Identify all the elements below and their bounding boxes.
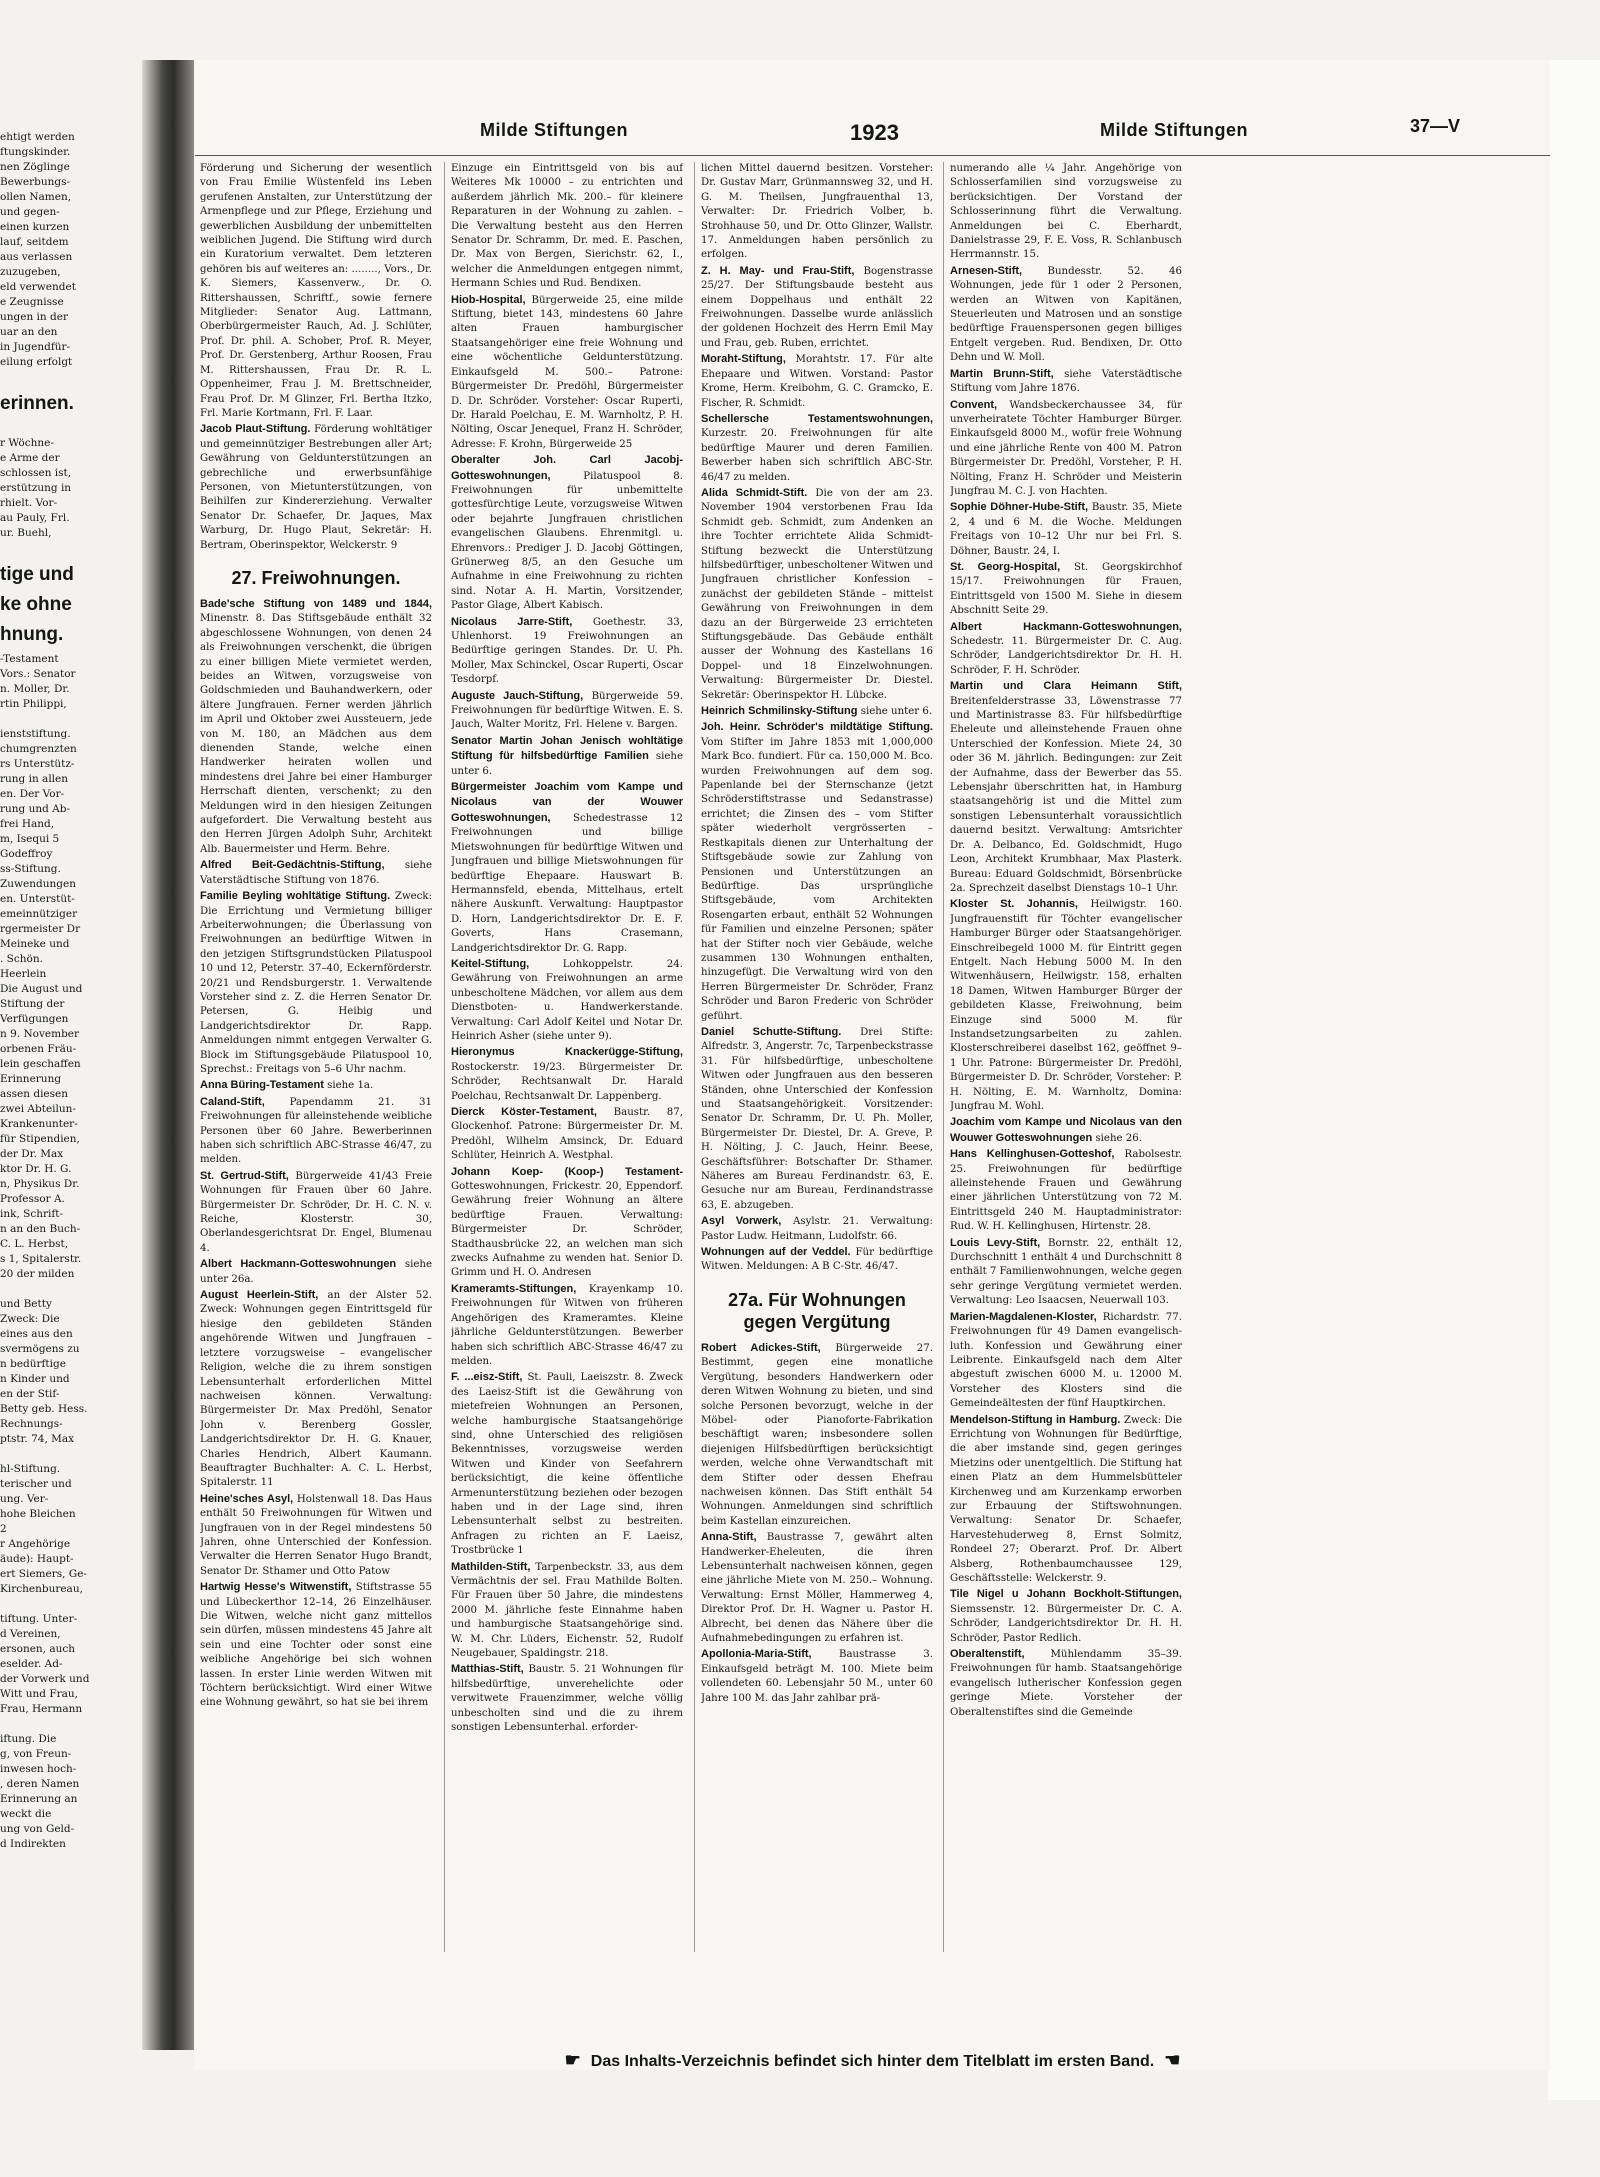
entry-name: Oberaltenstift, [950,1648,1025,1661]
entry-name: Apollonia-Maria-Stift, [701,1648,812,1661]
running-header [195,116,1550,145]
fragment-line: ersonen, auch [0,1643,76,1655]
fragment-line: emeinnütziger [0,908,78,920]
fragment-line: Betty geb. Hess. [0,1403,88,1415]
fragment-line: inwesen hoch- [0,1763,77,1775]
fragment-line: eselder. Ad- [0,1658,63,1670]
entry-name: Z. H. May- und Frau-Stift, [701,264,855,277]
entry-name: Joh. Heinr. Schröder's mildtätige Stiftung. [701,721,933,734]
foundation-entry [950,367,1182,397]
page-number: 37—V [1410,116,1461,136]
fragment-line: en. Unterstüt- [0,893,75,905]
foundation-entry [451,1370,683,1558]
foundation-entry [701,352,933,411]
fragment-line: nen Zöglinge [0,161,70,173]
entry-text: Bürgerweide 27. Bestimmt, gegen eine monatliche Vergütung, besonders Handwerkern oder deren Witwen Wohnung zu bieten, und sind solche Personen bevorzugt, welche in der Möbel- oder Pianoforte-Fabrikation beschäftigt waren; insbesondere sollen diejenigen Hilfsbedürftigen berücksichtigt werden, welche ohne Verwandtschaft mit dem Stifter oder dessen Ehefrau nachweisen können. Das Stift enthält 54 Wohnungen. Anmeldungen sind schriftlich beim Kastellan einzureichen. [701,1342,933,1527]
header-year: 1923 [850,120,899,145]
foundation-entry [451,1560,683,1662]
fragment-line [0,370,130,385]
fragment-line: rtin Philippi, [0,698,67,710]
fragment-line: in Jugendfür- [0,341,71,353]
foundation-entry [200,1078,432,1093]
header-right-title: Milde Stiftungen [1100,120,1248,140]
text-column-4 [950,162,1182,1962]
fragment-line: einen kurzen [0,221,70,233]
entry-name: Familie Beyling wohltätige Stiftung. [200,890,391,903]
fragment-line: , deren Namen [0,1778,80,1790]
foundation-entry [701,412,933,485]
fragment-line: ink, Schrift- [0,1208,64,1220]
fragment-line: au Pauly, Frl. [0,512,70,524]
fragment-line [0,1717,130,1732]
entry-name: Jacob Plaut-Stiftung. [200,423,311,436]
header-rule [195,155,1550,156]
entry-name: Bade'sche Stiftung von 1489 und 1844, [200,597,432,610]
column-divider [943,162,944,1952]
foundation-entry [451,1662,683,1735]
fragment-line [0,1447,130,1462]
fragment-line: schlossen ist, [0,467,72,479]
entry-text: siehe unter 6. [451,751,683,777]
entry-text: Rostockerstr. 19/23. Bürgermeister Dr. Schröder, Rechtsanwalt Dr. Harald Poelchau, Rechtsanwalt Dr. Lappenberg. [451,1061,683,1102]
entry-name: Joachim vom Kampe und Nicolaus van den Wouwer Gotteswohnungen [950,1116,1182,1144]
foundation-entry [950,620,1182,679]
fragment-line: d Indirekten [0,1838,66,1850]
fragment-line: n 9. November [0,1028,80,1040]
fragment-line: Meineke und [0,938,70,950]
fragment-line: n bedürftige [0,1358,66,1370]
foundation-entry [451,780,683,956]
fragment-line: erinnen. [0,393,74,414]
fragment-line [0,421,130,436]
entry-name: Hieronymus Knackerügge-Stiftung, [451,1046,683,1059]
entry-text: Wandsbeckerchaussee 34, für unverheiratete Töchter Hamburger Bürger. Einkaufsgeld 8000 M., wofür freie Wohnung und eine jährliche Rente von 400 M. Patron Bürgermeister Dr. Predöhl, Vorsteher, P. H. Nölting, Franz H. Schröder und Meisterin Jungfrau M. C. J. von Hachten. [950,399,1182,497]
entry-text: Mühlendamm 35–39. Freiwohnungen für hamb. Staatsangehörige evangelisch lutherischer Konfession gegen geringe Miete. Vorsteher der Oberaltenstiftes sind die Gemeinde [950,1649,1182,1718]
entry-text: Siemssenstr. 12. Bürgermeister Dr. C. A. Schröder, Landgerichtsdirektor Dr. H. H. Schröder, Pastor Redlich. [950,1603,1182,1644]
fragment-line: en. Der Vor- [0,788,65,800]
foundation-entry [950,1413,1182,1587]
foundation-entry [701,720,933,1024]
entry-name: Heinrich Schmilinsky-Stiftung [701,705,858,718]
entry-text: Zweck: Die Errichtung und Vermietung billiger Arbeiterwohnungen; die Überlassung von Freiwohnungen an bedürftige Witwen in den jetzigen Stiftsgrundstücken Pilatuspool 10 und 12, Peterstr. 37–40, Eckernförderstr. 20/21 und Rendsburgerstr. 1. Verwaltende Vorsteher sind z. Z. die Herren Senator Dr. Petersen, G. Heibig und Landgerichtsdirektor Dr. Rapp. Anmeldungen nimmt entgegen Verwalter G. Block im Stiftungsgebäude Pilatuspool 10, Sprechst.: Freitags von 5–6 Uhr nachm. [200,891,432,1075]
entry-text: Breitenfelderstrasse 33, Löwenstrasse 77 und Martinistrasse 83. Für hilfsbedürftige Eheleute und alleinstehende Frauen ohne Unterschied der Konfession. Miete 24, 30 oder 36 M. jährlich. Bedingungen: zur Zeit der Aufnahme, dass der Bewerber das 55. Lebensjahr überschritten hat, in Hamburg staatsangehörig ist und die Mittel zum sonstigen Lebensunterhalt voraussichtlich dauernd besitzt. Verwaltung: Amtsrichter Dr. A. Delbanco, Ed. Goldschmidt, Hugo Leon, Architekt Krumbhaar, Max Plasterk. Bureau: Eduard Goldschmidt, Börsenbrücke 2a. Sprechzeit daselbst Dienstags 10–1 Uhr. [950,695,1182,894]
fragment-line: ktor Dr. H. G. [0,1163,72,1175]
fragment-line: assen diesen [0,1088,69,1100]
column-divider [694,162,695,1952]
fragment-line: erstützung in [0,482,72,494]
fragment-line: lein geschaffen [0,1058,81,1070]
entry-text: Bürgerweide 41/43 Freie Wohnungen für Frauen über 60 Jahre. Bürgermeister Dr. Schröder, Dr. H. C. N. v. Reiche, Klosterstr. 30, Oberlandesgerichtsrat Dr. Engel, Blumenau 4. [200,1170,432,1254]
entry-text: Die von der am 23. November 1904 verstorbenen Frau Ida Schmidt geb. Schmidt, zum Andenken an ihre Tochter errichtete Alida Schmidt-Stiftung bezweckt die Unterstützung hilfsbedürftiger, unbescholtener Witwen und Jungfrauen christlicher Konfession – zunächst der gebildeten Stände – mittelst Gewährung von Freiwohnungen in dem dazu an der Bürgerweide 23 errichteten Stiftungsgebäude. Das Gebäude enthält ausser der Wohnung des Kastellans 16 Doppel- und 18 Einzelwohnungen. Verwaltung: Bürgermeister Dr. Diestel. Sekretär: Oberinspektor H. Lübcke. [701,487,933,701]
foundation-entry [200,1492,432,1579]
foundation-entry [701,1214,933,1244]
entry-text: siehe 26. [1095,1132,1142,1144]
fragment-line: tiftung. Unter- [0,1613,78,1625]
fragment-line: r Angehörige [0,1538,71,1550]
foundation-entry [701,1341,933,1529]
entry-name: Asyl Vorwerk, [701,1215,782,1228]
fragment-line: C. L. Herbst, [0,1238,69,1250]
entry-text: Baustrasse 3. Einkaufsgeld beträgt M. 100. Miete beim vollendeten 60. Lebensjahr 50 M., unter 60 Jahre 100 M. das Jahr zahlbar prä- [701,1649,933,1704]
fragment-line: Heerlein [0,968,47,980]
foundation-entry [950,1587,1182,1646]
fragment-line: rgermeister Dr [0,923,81,935]
fragment-line: Bewerbungs- [0,176,71,188]
foundation-entry [451,734,683,779]
fragment-line: ung von Geld- [0,1823,75,1835]
foundation-entry [451,1282,683,1369]
fragment-line: svermögens zu [0,1343,80,1355]
fragment-line: eilung erfolgt [0,356,73,368]
fragment-line: g, von Freun- [0,1748,72,1760]
fragment-line: Frau, Hermann [0,1703,83,1715]
foundation-entry [701,1245,933,1275]
section-heading: 27. Freiwohnungen. [231,567,401,588]
entry-name: Bürgermeister Joachim vom Kampe und Nicolaus van der Wouwer Gotteswohnungen, [451,781,683,824]
fragment-line: uar an den [0,326,58,338]
fragment-line: rs Unterstütz- [0,758,75,770]
fragment-line: rhielt. Vor- [0,497,58,509]
fragment-line: und Betty [0,1298,52,1310]
fragment-line: Verfügungen [0,1013,69,1025]
foundation-entry [200,1095,432,1168]
foundation-entry [701,704,933,719]
fragment-line: 2 [0,1523,7,1535]
foundation-entry [701,1530,933,1646]
fragment-line: Rechnungs- [0,1418,63,1430]
fragment-line: ollen Namen, [0,191,72,203]
foundation-entry [451,293,683,452]
page-edge [1548,60,1600,2100]
foundation-entry [451,689,683,733]
entry-text: Bürgerweide 59. Freiwohnungen für bedürftige Witwen. E. S. Jauch, Walter Moritz, Frl. Helene v. Bargen. [451,690,683,731]
entry-name: Alida Schmidt-Stift. [701,486,808,499]
foundation-entry [950,897,1182,1114]
pointing-hand-icon: ☛ [564,2050,581,2070]
entry-name: Heine'sches Asyl, [200,1492,294,1505]
entry-name: Anna Büring-Testament [200,1079,324,1092]
fragment-line: Vors.: Senator [0,668,76,680]
foundation-entry [451,1105,683,1164]
foundation-entry [950,560,1182,619]
foundation-entry [950,1310,1182,1412]
fragment-line: Krankenunter- [0,1118,78,1130]
fragment-line: eines aus den [0,1328,73,1340]
entry-text: Baustrasse 7, gewährt alten Handwerker-Eheleuten, die ihren Lebensunterhalt nachweisen können, gegen eine jährliche Miete von M. 250.– Wohnung. Verwaltung: Ernst Möller, Hammerweg 4, Direktor Prof. Dr. H. Wagner u. Pastor H. Albrecht, bei denen das Nähere über die Aufnahmebedingungen zu erfahren ist. [701,1532,933,1644]
entry-name: Hiob-Hospital, [451,293,526,306]
entry-text: Für bedürftige Witwen. Meldungen: A B C-Str. 46/47. [701,1247,933,1273]
fragment-line [0,541,130,556]
fragment-line: orbenen Fräu- [0,1043,77,1055]
entry-name: Hartwig Hesse's Witwenstift, [200,1581,352,1594]
entry-text: siehe unter 26a. [200,1259,432,1285]
fragment-line: lauf, seitdem [0,236,69,248]
entry-name: Convent, [950,398,998,411]
foundation-entry [451,615,683,688]
entry-text: Richardstr. 77. Freiwohnungen für 49 Damen evangelisch-luth. Konfession und Gewährung einer Leibrente. Einkaufsgeld nach dem Alter abgestuft zwischen 6000 M. u. 12000 M. Vorsteher des Klosters sind die Gemeindeältesten der fünf Hauptkirchen. [950,1311,1182,1410]
entry-name: Sophie Döhner-Hube-Stift, [950,501,1089,514]
entry-name: Johann Koep- (Koop-) Testament- [451,1165,683,1178]
continued-text: Einzuge ein Eintrittsgeld von bis auf Weiteres Mk 10000 – zu entrichten und außerdem jährlich Mk. 200.– für kleinere Reparaturen in der Wohnung zu zahlen. – Die Verwaltung besteht aus den Herren Senator Dr. Schramm, Dr. med. E. Paschen, Dr. Max von Bergen, Sierichstr. 62, I., welcher die Anmeldungen entgegen nimmt, Hermann Schies und Rud. Bendixen. [451,163,683,290]
fragment-line: e Zeugnisse [0,296,64,308]
entry-text: St. Georgskirchhof 15/17. Freiwohnungen für Frauen, Eintrittsgeld von 1500 M. Siehe in diesem Abschnitt Seite 29. [950,561,1182,617]
entry-name: Arnesen-Stift, [950,264,1023,277]
fragment-line: hohe Bleichen [0,1508,76,1520]
fragment-line: ehtigt werden [0,131,75,143]
entry-text: St. Pauli, Laeiszstr. 8. Zweck des Laeisz-Stift ist die Gewährung von mietefreien Wohnungen an Personen, welche hamburgische Staatsangehörige sind, ohne Unterschied des religiösen Bekenntnisses, vorzugsweise werden Witwen und Kinder von Seefahrern berücksichtigt, die keine öffentliche Armenunterstützung beziehen oder bezogen haben und in der Lage sind, ihren Lebensunterhalt selbst zu bestreiten. Anfragen zu richten an F. Laeisz, Trostbrücke 1 [451,1372,683,1557]
entry-text: Gotteswohnungen, Frickestr. 20, Eppendorf. Gewährung freier Wohnung an ältere bedürftige Frauen. Verwaltung: Bürgermeister Dr. Schröder, Stadthausbrücke 22, an welchen man sich zwecks Aufnahme zu wenden hat. Senior D. Grimm und H. O. Andresen [451,1181,683,1279]
foundation-entry [200,422,432,553]
entry-text: siehe unter 6. [860,706,933,718]
entry-text: Zweck: Die Errichtung von Wohnungen für Bedürftige, die aber imstande sind, gegen geringes Mietzins oder unentgeltlich. Die Stiftung hat einen Platz an dem Hummelsbütteler Kirchenweg und am Kurzenkamp erworben zur Erbauung der Stiftswohnungen. Verwaltung: Senator Dr. Schaefer, Harvestehuderweg 8, Ernst Solmitz, Rondeel 27; Oberarzt. Prof. Dr. Albert Alsberg, Rothenbaumchaussee 129, Geschäftsstelle: Welckerstr. 9. [950,1414,1182,1584]
entry-text: Baustr. 35, Miete 2, 4 und 6 M. die Woche. Meldungen Freitags von 10–12 Uhr nur bei Frl. S. Döhner, Baustr. 24, I. [950,502,1182,557]
entry-name: Martin Brunn-Stift, [950,367,1054,380]
entry-text: Vom Stifter im Jahre 1853 mit 1,000,000 Mark Bco. fundiert. Für ca. 150,000 M. Bco. wurden Freiwohnungen auf dem sog. Papenlande bei der Sternschanze (jetzt Schröderstiftstrasse und Sedanstrasse) errichtet; die Zinsen des – vom Stifter später wiederholt vergrösserten – Restkapitals dienen zur Unterhaltung der Stiftsgebäude sowie zur Zahlung von Pensionen und Unterstützungen an Bedürftige. Das ursprüngliche Stiftsgebäude, vom Architekten Rosengarten erbaut, enthält 52 Wohnungen für Familien und einzelne Personen; später hat der Stifter noch vier Gebäude, welche zusammen 130 Wohnungen enthalten, hinzugefügt. Die Verwaltung wird von den Herren Bürgermeister Dr. Schröder, Franz Schröder und Baron Frederic von Schröder geführt. [701,736,933,1022]
foundation-entry [200,858,432,888]
foundation-entry [701,1025,933,1213]
fragment-line: Erinnerung an [0,1793,78,1805]
fragment-line: tige und [0,564,74,585]
entry-text: Stiftstrasse 55 und Lübeckerthor 12–14, 26 Einzelhäuser. Die Witwen, welche nicht ganz mittellos sein dürfen, müssen mindestens 45 Jahre alt sein und eine Tochter oder sonst eine weibliche Angehörige bei sich wohnen lassen. In erster Linie werden Witwen mit Töchtern berücksichtigt. Wird einer Witwe eine Wohnung gewährt, so hat sie bei ihrem [200,1582,432,1709]
fragment-line: n an den Buch- [0,1223,81,1235]
foundation-entry [950,1147,1182,1234]
entry-name: Krameramts-Stiftungen, [451,1282,577,1295]
entry-text: Drei Stifte: Alfredstr. 3, Angerstr. 7c, Tarpenbeckstrasse 31. Für hilfsbedürftige, unbescholtene Witwen oder Jungfrauen aus den besseren Ständen, ohne Unterschied der Konfession und Staatsangehörigkeit. Vorsitzender: Senator Dr. Schramm, Dr. U. Ph. Moller, Bürgermeister Dr. Diestel, Dr. A. Greve, P. H. Nölting, J. C. Jauch, Heinr. Beese, Geschäftsführer: Botschafter Dr. Sthamer. Näheres am Bureau Ferdinandstr. 63, E. Gesuche nur am Bureau, Ferdinandstrasse 63, E. abzugeben. [701,1026,933,1211]
entry-text: Papendamm 21. 31 Freiwohnungen für alleinstehende weibliche Personen über 60 Jahre. Bewerberinnen haben sich schriftlich ABC-Strasse 46/47, zu melden. [200,1096,432,1166]
foundation-entry [701,264,933,351]
entry-name: Dierck Köster-Testament, [451,1106,597,1118]
fragment-line: zwei Abteilun- [0,1103,76,1115]
entry-name: Hans Kellinghusen-Gotteshof, [950,1148,1115,1161]
entry-text: Schedestr. 11. Bürgermeister Dr. C. Aug. Schröder, Landgerichtsdirektor Dr. H. H. Schröder, F. H. Schröder. [950,636,1182,676]
text-column-2 [451,162,683,1962]
foundation-entry [950,1647,1182,1720]
foundation-entry [701,1647,933,1706]
entry-text: Morahtstr. 17. Für alte Ehepaare und Witwen. Vorstand: Pastor Krome, Herm. Kreibohm, G. C. Gramcko, E. Fischer, R. Schmidt. [701,354,933,409]
foundation-entry [701,486,933,703]
fragment-line: chumgrenzten [0,743,77,755]
fragment-line: und gegen- [0,206,60,218]
foundation-entry [950,264,1182,366]
pointing-hand-icon: ☚ [1164,2050,1181,2070]
fragment-line [0,1282,130,1297]
entry-text: Baustr. 5. 21 Wohnungen für hilfsbedürftige, unverehelichte oder verwitwete Frauenzimmer, welche völlig unbescholten sind und die zu ihrem sonstigen Lebensunterhal. erforder- [451,1664,683,1734]
text-column-3 [701,162,933,1962]
entry-name: August Heerlein-Stift, [200,1289,319,1302]
foundation-entry [950,398,1182,500]
fragment-line: Erinnerung [0,1073,62,1085]
entry-text: Asylstr. 21. Verwaltung: Pastor Ludw. Heitmann, Ludolfstr. 66. [701,1216,933,1242]
entry-name: Kloster St. Johannis, [950,898,1078,911]
continued-text: lichen Mittel dauernd besitzen. Vorsteher: Dr. Gustav Marr, Grünmannsweg 32, und H. G. M. Theilsen, Jungfrauenthal 13, Verwalter: Dr. Friedrich Volber, b. Strohhause 50, und Dr. Otto Glinzer, Wallstr. 17. Anmeldungen haben persönlich zu erfolgen. [701,163,933,261]
entry-name: Auguste Jauch-Stiftung, [451,689,584,702]
foundation-entry [451,957,683,1044]
fragment-line: Witt und Frau, [0,1688,78,1700]
fragment-line: ienststiftung. [0,728,71,740]
fragment-line: hl-Stiftung. [0,1463,61,1475]
fragment-line: e Arme der [0,452,60,464]
fragment-line [0,1597,130,1612]
entry-text: Goethestr. 33, Uhlenhorst. 19 Freiwohnungen an Bedürftige geringen Standes. Dr. U. Ph. Moller, Max Schinckel, Oscar Ruperti, Oscar Tesdorpf. [451,616,683,686]
footer-text: Das Inhalts-Verzeichnis befindet sich hinter dem Titelblatt im ersten Band. [590,2053,1155,2070]
entry-text: Pilatuspool 8. Freiwohnungen für unbemittelte gottesfürchtige Leute, vorzugsweise Witwen oder bejahrte Jungfrauen christlichen evangelischen Glaubens. Ehrenmitgl. u. Ehrenvors.: Prediger J. D. Jacobj Göttingen, Grünerweg 8/5, an den Gesuche um Aufnahme in eine Freiwohnung zu richten sind. Notar A. H. Martin, Vorsitzender, Pastor Glage, Albert Kabisch. [451,470,683,612]
foundation-entry [950,500,1182,559]
foundation-entry [200,889,432,1077]
entry-name: Albert Hackmann-Gotteswohnungen, [950,620,1182,633]
entry-name: F. ...eisz-Stift, [451,1371,523,1384]
fragment-line: en der Stif- [0,1388,60,1400]
fragment-line: ung. Ver- [0,1493,49,1505]
entry-name: Mathilden-Stift, [451,1560,531,1573]
fragment-line: s 1, Spitalerstr. [0,1253,82,1265]
fragment-line: Die August und [0,983,83,995]
fragment-line: Stiftung der [0,998,65,1010]
entry-text: an der Alster 52. Zweck: Wohnungen gegen Eintrittsgeld für hiesige den gebildeten Ständen angehörende Witwen und Jungfrauen – letztere vorzugsweise – evangelischer Religion, welche die zu ihrem sonstigen Lebensunterhalt erforderlichen Mittel nachweisen können. Verwaltung: Bürgermeister Dr. Max Predöhl, Senator John v. Berenberg Gossler, Landgerichtsdirektor Dr. H. G. Knauer, Charles Hendrich, Albert Kaumann. Beauftragter Buchhalter: A. C. L. Herbst, Spitalerstr. 11 [200,1290,432,1489]
entry-name: St. Gertrud-Stift, [200,1169,289,1182]
fragment-line: ss-Stiftung. [0,863,61,875]
entry-name: Robert Adickes-Stift, [701,1341,821,1354]
facing-page-fragment [0,130,130,1960]
entry-text: Tarpenbeckstr. 33, aus dem Vermächtnis der sel. Frau Mathilde Bolten. Für Frauen über 50 Jahre, die mindestens 2000 M. jährliche feste Einnahme haben und hamburgische Staatsangehörige sind. W. M. Chr. Lüders, Eichenstr. 52, Rudolf Neugebauer, Spaldingstr. 218. [451,1561,683,1660]
entry-text: Schedestrasse 12 Freiwohnungen und billige Mietswohnungen für bedürftige Witwen und Jungfrauen und billige Mietswohnungen für bedürftige Ehepaare. Hauswart B. Hermannsfeld, ebenda, Mittelhaus, ertelt nähere Auskunft. Verwaltung: Hauptpastor D. Horn, Landgerichtsdirektor Dr. E. F. Goverts, Hans Crasemann, Landgerichtsdirektor Dr. G. Rapp. [451,812,683,954]
entry-name: Albert Hackmann-Gotteswohnungen [200,1258,397,1271]
fragment-line: ke ohne [0,594,72,615]
foundation-entry [950,679,1182,896]
section-heading: 27a. Für Wohnungen gegen Vergütung [728,1289,906,1332]
foundation-entry [451,453,683,613]
entry-text: Lohkoppelstr. 24. Gewährung von Freiwohnungen an arme unbescholtene Mädchen, vor allem aus dem Dienstboten- u. Handwerkerstande. Verwaltung: Carl Adolf Keitel und Notar Dr. Heinrich Asher (siehe unter 9). [451,958,683,1042]
fragment-line: ert Siemers, Ge- [0,1568,87,1580]
fragment-line: Zweck: Die [0,1313,60,1325]
entry-name: Oberalter Joh. Carl Jacobj-Gotteswohnungen, [451,454,683,482]
fragment-line: aus verlassen [0,251,73,263]
fragment-line: ftungskinder. [0,146,71,158]
fragment-line: Kirchenbureau, [0,1583,83,1595]
fragment-line: für Stipendien, [0,1133,80,1145]
entry-name: St. Georg-Hospital, [950,560,1061,573]
fragment-line [0,712,130,727]
foundation-entry [200,1288,432,1491]
entry-name: Martin und Clara Heimann Stift, [950,680,1182,693]
fragment-line: äude): Haupt- [0,1553,74,1565]
text-column-1 [200,162,432,1962]
fragment-line: iftung. Die [0,1733,57,1745]
entry-name: Louis Levy-Stift, [950,1236,1041,1249]
entry-name: Moraht-Stiftung, [701,353,786,366]
entry-text: Bürgerweide 25, eine milde Stiftung, bietet 143, mindestens 60 Jahre alten Frauen hamburgischer Staatsangehöriger eine freie Wohnung und eine wöchentliche Geldunterstützung. Einkaufsgeld M. 500.– Patrone: Bürgermeister Dr. Predöhl, Bürgermeister D. Dr. Schröder. Vorsteher: Oscar Ruperti, Dr. Harald Poelchau, E. M. Warnholtz, P. H. Nölting, Oscar Jenequel, Franz H. Schröder, Adresse: F. Krohn, Bürgerweide 25 [451,294,683,450]
fragment-line: r Wöchne- [0,437,54,449]
book-gutter [142,60,194,2050]
fragment-line: der Dr. Max [0,1148,64,1160]
entry-text: Krayenkamp 10. Freiwohnungen für Witwen von früheren Angehörigen des Krameramtes. Kleine jährliche Geldunterstützungen. Bewerber haben sich schriftlich ABC-Strasse 46/47 zu melden. [451,1283,683,1367]
entry-name: Daniel Schutte-Stiftung. [701,1025,842,1038]
entry-text: siehe Vaterstädtische Stiftung vom Jahre 1876. [950,368,1182,395]
fragment-line: d Vereinen, [0,1628,61,1640]
fragment-line: rung in allen [0,773,69,785]
entry-text: Holstenwall 18. Das Haus enthält 50 Freiwohnungen für Witwen und Jungfrauen von in der Regel mindestens 50 Jahren, ohne Unterschied der Konfession. Verwalter die Herren Senator Hugo Brandt, Senator Dr. Sthamer und Otto Patow [200,1493,432,1577]
foundation-entry [200,1169,432,1256]
header-left-title: Milde Stiftungen [480,120,628,140]
foundation-entry [950,1236,1182,1309]
fragment-line: ungen in der [0,311,68,323]
entry-name: Mendelson-Stiftung in Hamburg. [950,1413,1121,1426]
fragment-line: frei Hand, [0,818,55,830]
entry-name: Caland-Stift, [200,1095,265,1108]
entry-text: Baustr. 87, Glockenhof. Patrone: Bürgermeister Dr. M. Predöhl, Wilhelm Amsinck, Dr. Eduard Schlüter, Heinrich A. Westphal. [451,1107,683,1162]
foundation-entry [200,597,432,857]
foundation-entry [200,1257,432,1287]
fragment-line: Professor A. [0,1193,65,1205]
entry-name: Marien-Magdalenen-Kloster, [950,1310,1097,1323]
fragment-line: Zuwendungen [0,878,76,890]
entry-name: Keitel-Stiftung, [451,957,530,970]
fragment-line: m, Isequi 5 [0,833,60,845]
fragment-line: der Vorwerk und [0,1673,90,1685]
document-page [195,60,1550,2070]
fragment-line: n Kinder und [0,1373,70,1385]
fragment-line: -Testament [0,653,59,665]
entry-text: Förderung wohltätiger und gemeinnütziger Bestrebungen aller Art; Gewährung von Geldunterstützungen an gebrechliche und erwerbsunfähige Personen, von Mietunterstützungen, von Beihilfen zur Kindererziehung. Verwalter Senator Dr. Schaefer, Dr. Jaques, Max Warburg, Dr. Hugo Plaut, Sekretär: H. Bertram, Oberinspektor, Welckerstr. 9 [200,424,432,551]
foundation-entry [950,1115,1182,1146]
fragment-line: n, Physikus Dr. [0,1178,80,1190]
column-divider [444,162,445,1952]
fragment-line: ptstr. 74, Max [0,1433,75,1445]
entry-text: Rabolsestr. 25. Freiwohnungen für bedürftige alleinstehende Frauen und Gewährung einer jährlichen Unterstützung von 72 M. Eintrittsgeld 240 M. Hauptadministrator: Rud. W. H. Kellinghusen, Hirtenstr. 28. [950,1149,1182,1233]
entry-name: Schellersche Testamentswohnungen, [701,412,933,425]
continued-text: numerando alle ¼ Jahr. Angehörige von Schlosserfamilien sind vorzugsweise zu berücksichtigen. Der Vorstand der Schlosserinnung führt die Verwaltung. Anmeldungen bei C. Eberhardt, Danielstrasse 29, F. E. Voss, R. Schlanbusch Herrmannstr. 15. [950,163,1182,261]
foundation-entry [451,1165,683,1281]
fragment-line: hnung. [0,624,64,645]
continued-text: Förderung und Sicherung der wesentlich von Frau Emilie Wüstenfeld ins Leben gerufenen Anstalten, zur Unterstützung der Armenpflege und zur Pflege, Erziehung und gewerblichen Ausbildung der unbemittelten weiblichen Jugend. Die Stiftung wird durch ein Kuratorium verwaltet. Dem letzteren gehören bis auf weiteres an: ........, Vors., Dr. K. Siemers, Kassenverw., Dr. O. Rittershaussen, Schriftf., sowie fernere Mitglieder: Senator Aug. Lattmann, Oberbürgermeister Rauch, Ad. J. Schlüter, Prof. Dr. phil. A. Schober, Prof. R. Meyer, Prof. Dr. Gerstenberg, Arthur Roosen, Frau M. Rittershaussen, Frau Dr. R. L. Oppenheimer, Frau J. M. Brettschneider, Frau Prof. Dr. M Glinzer, Frl. Bertha Itzko, Frl. Marie Kortmann, Frl. F. Laar. [200,163,432,419]
fragment-line: 20 der milden [0,1268,75,1280]
entry-text: Bogenstrasse 25/27. Der Stiftungsbaude besteht aus einem Doppelhaus und enthält 22 Freiwohnungen. Dasselbe wurde anlässlich der goldenen Hochzeit des Herrn Emil May und Frau, geb. Ruben, errichtet. [701,265,933,349]
fragment-line: n. Moller, Dr. [0,683,70,695]
entry-name: Wohnungen auf der Veddel. [701,1246,851,1259]
fragment-line: weckt die [0,1808,52,1820]
entry-name: Alfred Beit-Gedächtnis-Stiftung, [200,859,385,872]
fragment-line: . Schön. [0,953,43,965]
foundation-entry [200,1580,432,1711]
entry-name: Nicolaus Jarre-Stift, [451,615,573,628]
entry-text: Minenstr. 8. Das Stiftsgebäude enthält 32 abgeschlossene Wohnungen, von denen 24 als Freiwohnungen verschenkt, die übrigen zu einer billigen Miete vermietet werden, beides an Witwen, vorzugsweise von Goldschmieden und Bauhandwerkern, oder ältere Jungfrauen. Ferner werden jährlich im April und Oktober zwei Aussteuern, jede von M. 180, an Mädchen aus dem dienenden Stande, welche einen Handwerker heiraten wollen und mindestens drei Jahre bei einer Hamburger Herrschaft dienten, verschenkt; zu den Meldungen wird in den hiesigen Zeitungen aufgefordert. Die Verwaltung besteht aus den Herren Jürgen Adolph Suhr, Architekt Alb. Bauermeister und Herm. Behre. [200,613,432,855]
fragment-line: Godeffroy [0,848,53,860]
fragment-line: terischer und [0,1478,72,1490]
entry-text: Bundesstr. 52. 46 Wohnungen, jede für 1 oder 2 Personen, werden an Witwen von Kapitänen, Steuerleuten und Matrosen und an sonstige bedürftige Frauenspersonen gegen billiges Entgelt vergeben. Rud. Bendixen, Dr. Otto Dehn und W. Moll. [950,265,1182,364]
entry-name: Tile Nigel u Johann Bockholt-Stiftungen, [950,1588,1182,1601]
entry-text: Heilwigstr. 160. Jungfrauenstift für Töchter evangelischer Hamburger Bürger oder Staatsangehöriger. Einschreibegeld 1000 M. für Eintritt gegen Entgelt. Nach Hebung 5000 M. In den Witwenhäusern, Heilwigstr. 158, erhalten 18 Damen, Witwen Hamburger Bürger der gebildeten Klasse, Freiwohnung, beim Einzuge sind 5000 M. für Instandsetzungsarbeiten zu zahlen. Klosterschreiberei daselbst 162, geöffnet 9–1 Uhr. Patrone: Bürgermeister Dr. Predöhl, Bürgermeister D. Dr. Schröder, Vorsteher: P. H. Nölting, E. M. Warnholtz, Domina: Jungfrau M. Wohl. [950,899,1182,1112]
footer-note [195,2050,1550,2071]
foundation-entry [451,1045,683,1104]
entry-name: Anna-Stift, [701,1531,757,1544]
entry-text: siehe 1a. [327,1080,374,1092]
fragment-line: rung und Ab- [0,803,71,815]
entry-text: Bornstr. 22, enthält 12, Durchschnitt 1 enthält 4 und Durchschnitt 8 enthält 7 Familienwohnungen, welche gegen sehr geringe Vergütung vermietet werden. Verwaltung: Leo Isaacsen, Neuerwall 103. [950,1237,1182,1307]
entry-name: Matthias-Stift, [451,1663,524,1676]
entry-text: siehe Vaterstädtische Stiftung von 1876. [200,860,432,886]
entry-name: Senator Martin Johan Jenisch wohltätige Stiftung für hilfsbedürftige Familien [451,734,683,763]
fragment-line: eld verwendet [0,281,76,293]
fragment-line: zuzugeben, [0,266,61,278]
fragment-line: ur. Buehl, [0,527,52,539]
entry-text: Kurzestr. 20. Freiwohnungen für alte bedürftige Maurer und deren Familien. Bewerber haben sich schriftlich ABC-Str. 46/47 zu melden. [701,428,933,483]
